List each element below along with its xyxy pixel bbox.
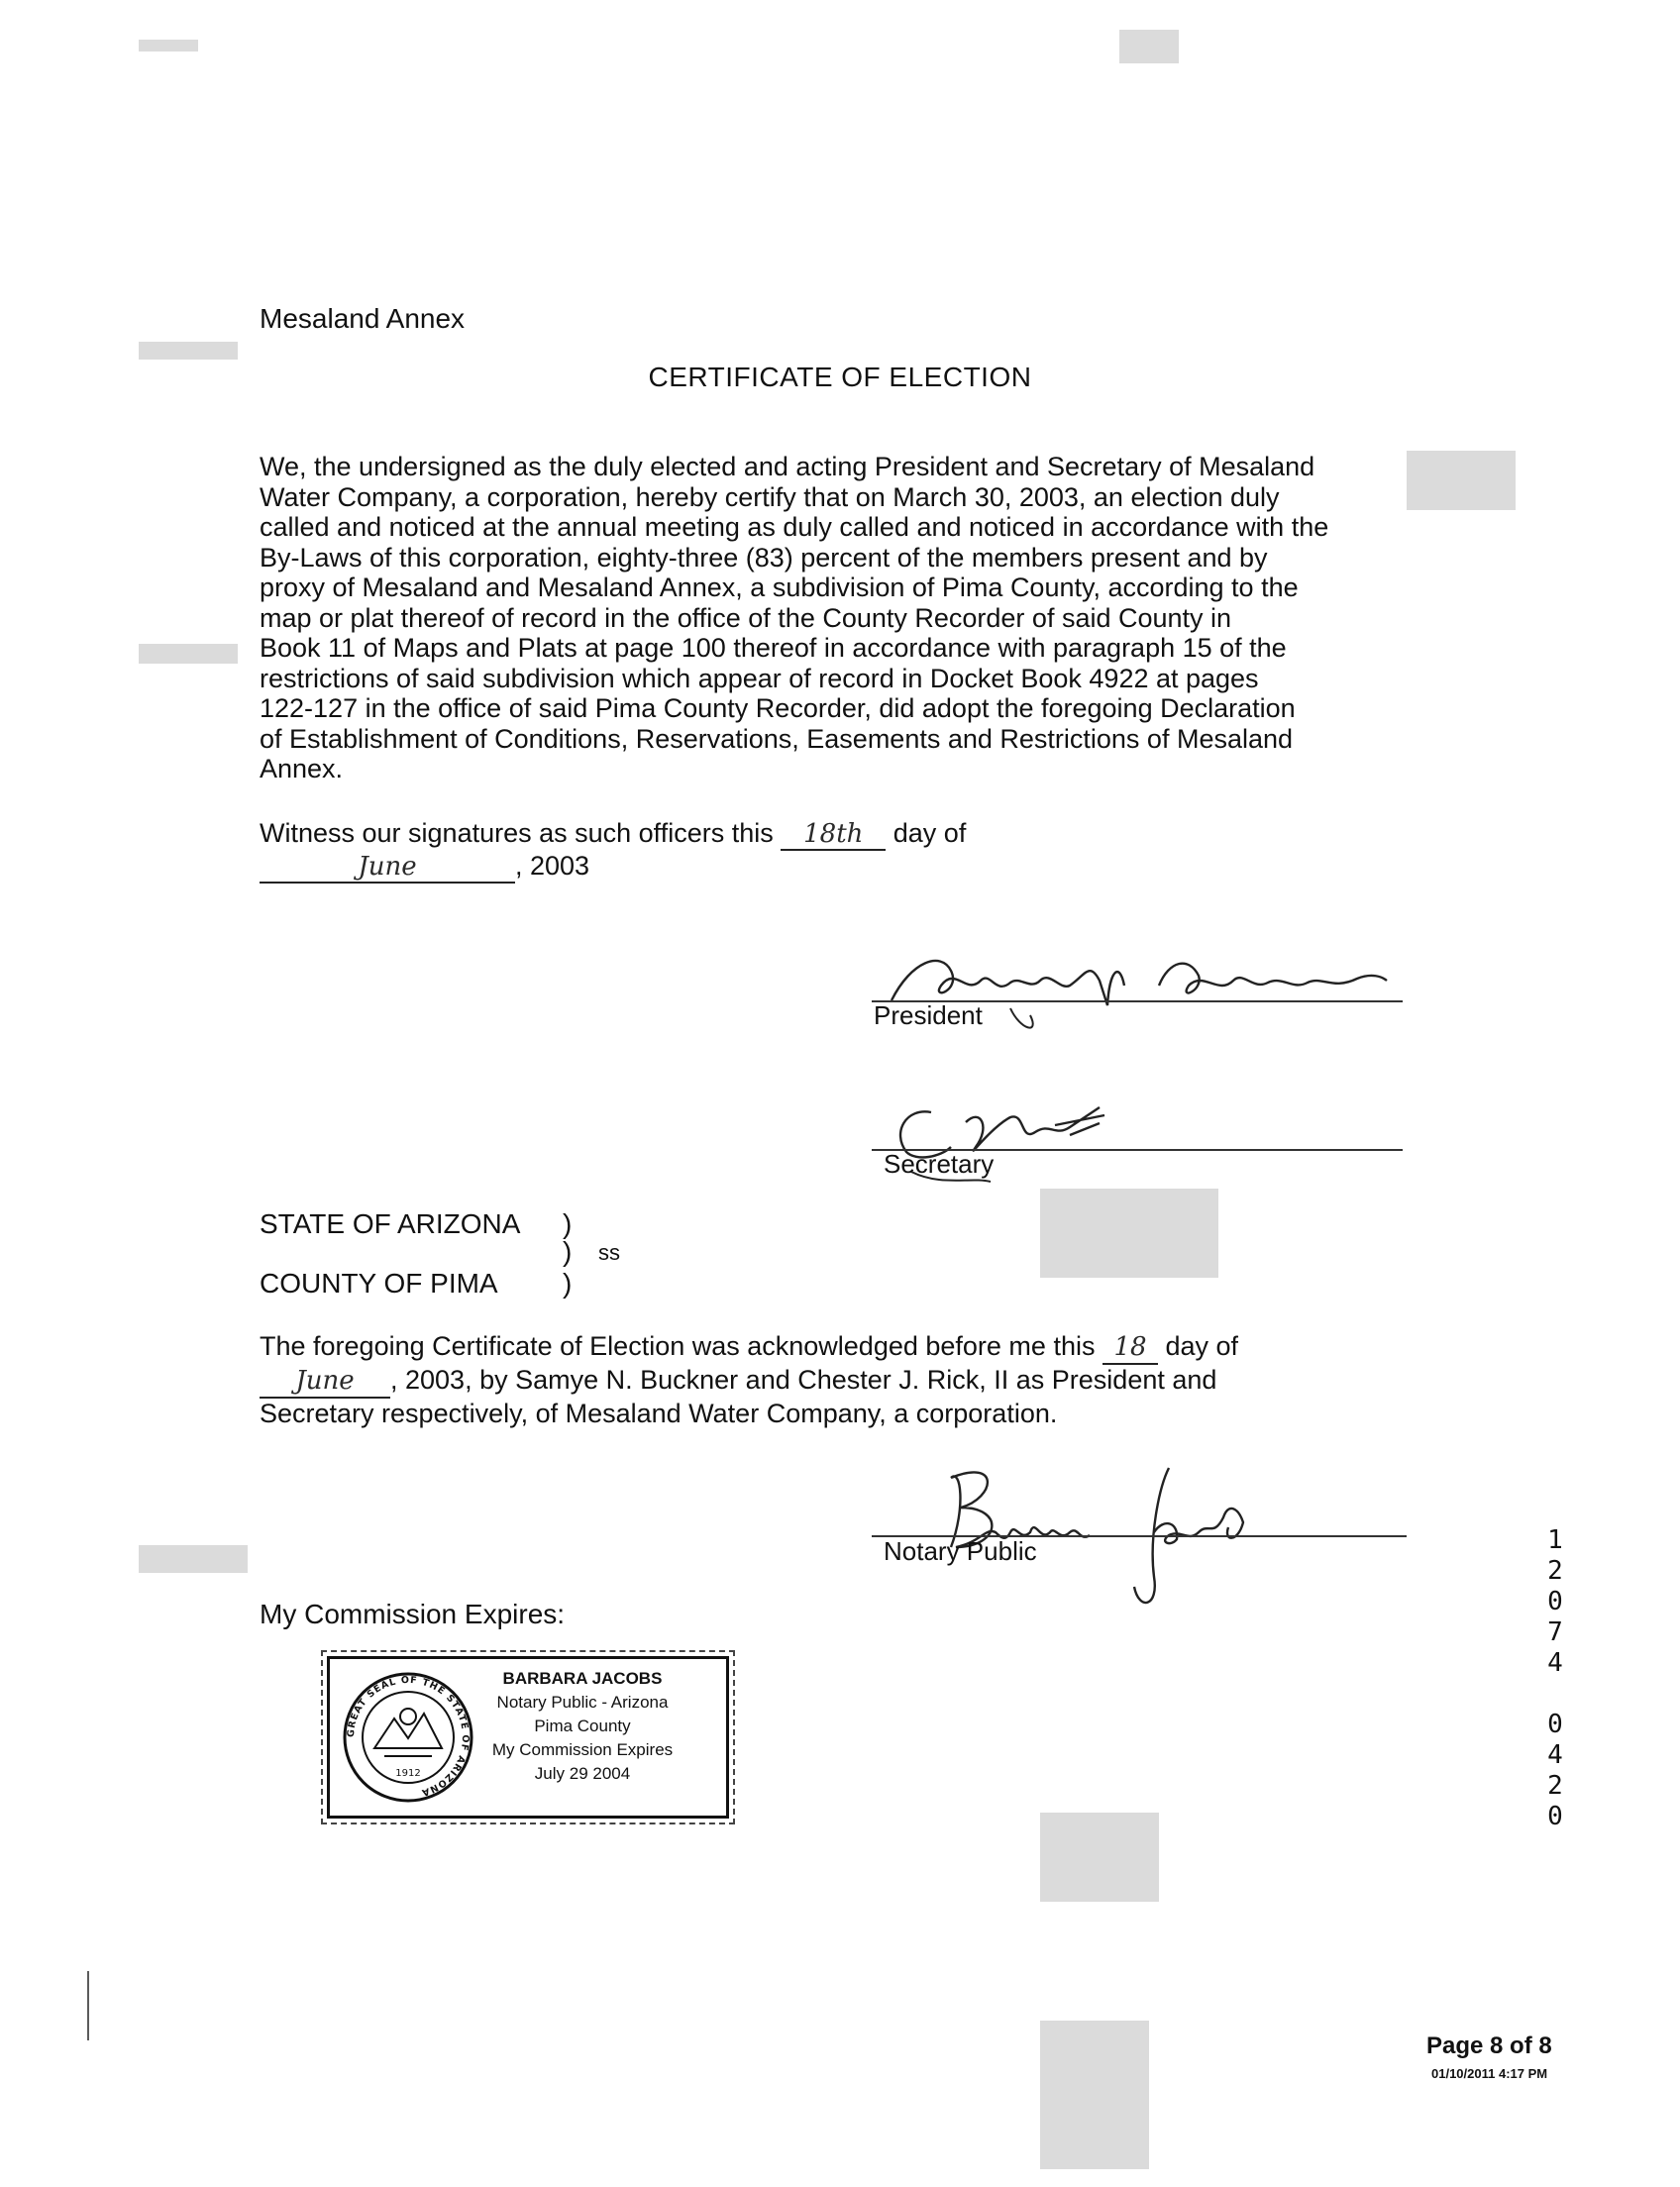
recording-gap	[1543, 1679, 1567, 1710]
ack-line2: , 2003, by Samye N. Buckner and Chester J. Rick, II as President and	[390, 1365, 1217, 1395]
body-line: 122-127 in the office of said Pima County Recorder, did adopt the foregoing Declaration	[260, 693, 1296, 723]
scan-noise	[1040, 1189, 1218, 1278]
stamp-line: My Commission Expires	[491, 1740, 674, 1759]
ack-month: June	[260, 1366, 390, 1399]
witness-year: , 2003	[515, 851, 590, 881]
page-number: Page 8 of 8	[1426, 2032, 1552, 2059]
body-line: By-Laws of this corporation, eighty-three (83) percent of the members present and by	[260, 542, 1268, 573]
scan-noise	[1119, 30, 1179, 63]
recording-number	[1543, 1525, 1567, 1832]
venue-county: COUNTY OF PIMA	[260, 1268, 498, 1299]
recording-digit: 4	[1547, 1740, 1563, 1770]
scan-noise	[139, 644, 238, 664]
venue-paren: )	[563, 1268, 573, 1299]
witness-prefix: Witness our signatures as such officers this	[260, 818, 774, 848]
notary-stamp-text	[449, 1667, 716, 1786]
commission-expires-label: My Commission Expires:	[260, 1599, 566, 1629]
scan-noise	[1040, 1813, 1159, 1902]
secretary-signature	[872, 1088, 1208, 1197]
stamp-line: Pima County	[534, 1717, 631, 1735]
scan-noise	[1040, 2021, 1149, 2169]
org-name: Mesaland Annex	[260, 303, 466, 334]
notary-signature	[911, 1448, 1347, 1616]
body-line: of Establishment of Conditions, Reservations, Easements and Restrictions of Mesaland	[260, 723, 1294, 754]
ack-day-suffix: day of	[1165, 1331, 1239, 1361]
recording-digit: 0	[1547, 1802, 1563, 1831]
scan-noise	[1407, 451, 1516, 510]
notary-stamp	[327, 1656, 729, 1819]
scan-noise	[139, 40, 198, 52]
seal-ring-text: GREAT SEAL OF THE STATE OF ARIZONA	[345, 1674, 472, 1799]
body-line: We, the undersigned as the duly elected and acting President and Secretary of Mesaland	[260, 452, 1315, 481]
certificate-body	[260, 452, 1404, 784]
ack-day: 18	[1102, 1332, 1158, 1365]
ack-line3: Secretary respectively, of Mesaland Water Company, a corporation.	[260, 1399, 1058, 1428]
witness-day: 18th	[781, 819, 886, 851]
stamp-line: July 29 2004	[534, 1764, 631, 1783]
recording-digit: 2	[1547, 1556, 1563, 1586]
document-title: CERTIFICATE OF ELECTION	[648, 362, 1032, 392]
recording-digit: 2	[1547, 1771, 1563, 1801]
seal-year: 1912	[395, 1768, 421, 1779]
stamp-notary-name: BARBARA JACOBS	[502, 1669, 663, 1688]
recording-digit: 1	[1547, 1525, 1563, 1555]
scan-noise	[87, 1971, 89, 2040]
witness-month: June	[260, 852, 515, 884]
recording-digit: 4	[1547, 1648, 1563, 1678]
ack-prefix: The foregoing Certificate of Election was acknowledged before me this	[260, 1331, 1096, 1361]
witness-statement	[260, 818, 1151, 884]
venue-ss: ss	[598, 1240, 620, 1265]
body-line: Annex.	[260, 754, 344, 783]
scan-noise	[139, 1545, 248, 1573]
body-line: Book 11 of Maps and Plats at page 100 thereof in accordance with paragraph 15 of the	[260, 633, 1287, 663]
president-label: President	[874, 1000, 983, 1030]
notary-label: Notary Public	[884, 1536, 1037, 1566]
witness-day-suffix: day of	[892, 818, 967, 848]
stamp-line: Notary Public - Arizona	[496, 1693, 669, 1712]
scan-noise	[139, 342, 238, 360]
body-line: restrictions of said subdivision which appear of record in Docket Book 4922 at pages	[260, 663, 1259, 693]
body-line: called and noticed at the annual meeting as duly called and noticed in accordance with the	[260, 512, 1329, 542]
recording-digit: 0	[1547, 1710, 1563, 1739]
secretary-label: Secretary	[884, 1149, 995, 1179]
venue-paren: )	[563, 1236, 573, 1267]
venue-state: STATE OF ARIZONA	[260, 1208, 521, 1239]
body-line: map or plat thereof of record in the office of the County Recorder of said County in	[260, 602, 1232, 633]
venue-paren: )	[563, 1208, 573, 1239]
body-line: Water Company, a corporation, hereby certify that on March 30, 2003, an election duly	[260, 481, 1280, 512]
body-line: proxy of Mesaland and Mesaland Annex, a subdivision of Pima County, according to the	[260, 573, 1299, 602]
fax-timestamp: 01/10/2011 4:17 PM	[1431, 2066, 1548, 2081]
recording-digit: 0	[1547, 1587, 1563, 1616]
acknowledgment	[260, 1331, 1409, 1429]
recording-digit: 7	[1547, 1617, 1563, 1647]
